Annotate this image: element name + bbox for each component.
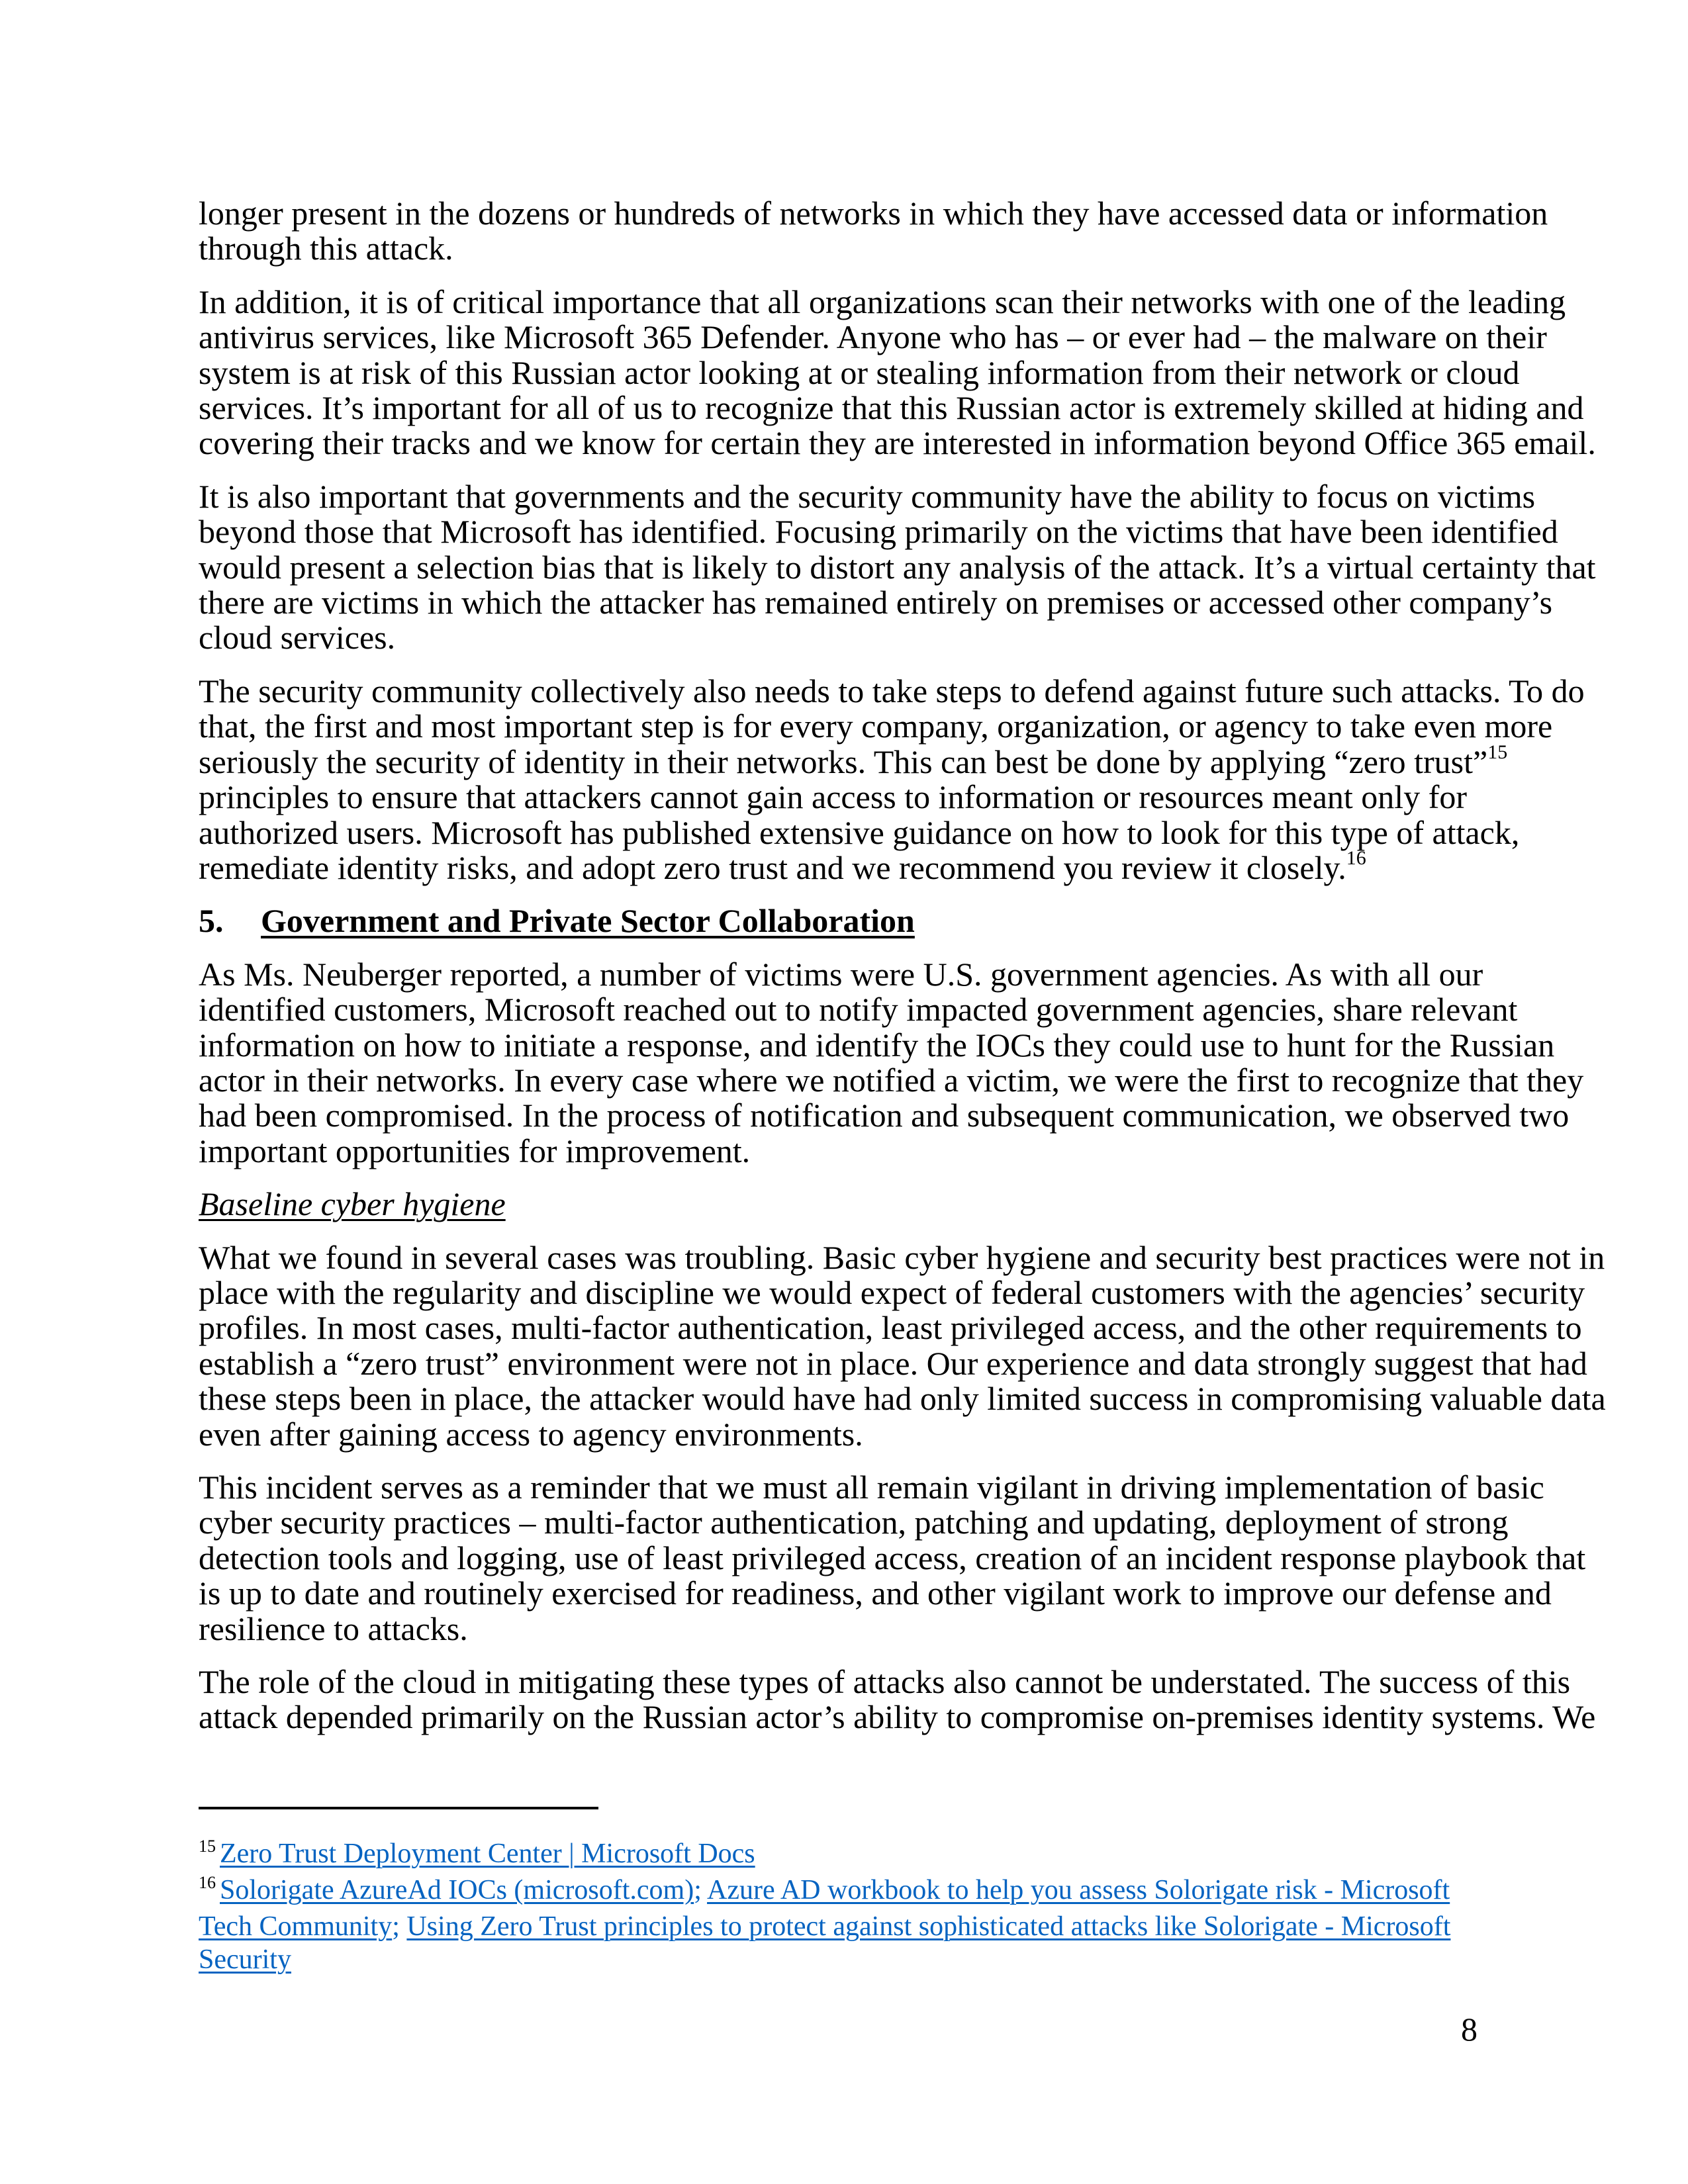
text-line: profiles. In most cases, multi-factor authentication, least privileged access, and the other requirements to: [199, 1309, 1582, 1347]
text-line: that, the first and most important step is for every company, organization, or agency to take even more: [199, 707, 1553, 745]
link-zero-trust-principles[interactable]: Using Zero Trust principles to protect against sophisticated attacks like Solorigate - Microsoft: [406, 1911, 1451, 1942]
text-line: establish a “zero trust” environment were not in place. Our experience and data strongly suggest that had: [199, 1344, 1587, 1382]
footnote-separator: [199, 1807, 598, 1809]
text-line: In addition, it is of critical importance that all organizations scan their networks with one of the leading: [199, 283, 1566, 320]
subheading-baseline-cyber-hygiene: Baseline cyber hygiene: [199, 1185, 506, 1223]
footnotes-section: [199, 1807, 1496, 1976]
section-heading: [199, 903, 1496, 938]
text-line: identified customers, Microsoft reached out to notify impacted government agencies, share relevant: [199, 991, 1518, 1028]
text-line: these steps been in place, the attacker would have had only limited success in compromising valuable data: [199, 1380, 1606, 1418]
text-line: As Ms. Neuberger reported, a number of victims were U.S. government agencies. As with all our: [199, 955, 1483, 993]
text-line: place with the regularity and discipline we would expect of federal customers with the agencies’ security: [199, 1273, 1585, 1311]
text-line: beyond those that Microsoft has identified. Focusing primarily on the victims that have been identified: [199, 513, 1558, 551]
text-line: through this attack.: [199, 230, 453, 267]
footnote-16: [199, 1874, 1496, 1976]
text-line: information on how to initiate a response, and identify the IOCs they could use to hunt for the Russian: [199, 1026, 1555, 1064]
text-line: even after gaining access to agency environments.: [199, 1415, 863, 1453]
text-line: What we found in several cases was troubling. Basic cyber hygiene and security best practices were not in: [199, 1238, 1605, 1276]
paragraph-government-victims: [199, 955, 1584, 1169]
link-azure-ad-workbook-cont[interactable]: Tech Community: [199, 1911, 393, 1942]
text-line: antivirus services, like Microsoft 365 Defender. Anyone who has – or ever had – the malware on their: [199, 318, 1547, 356]
paragraph-cloud-role: [199, 1663, 1596, 1736]
text-line: The role of the cloud in mitigating these types of attacks also cannot be understated. The success of this: [199, 1663, 1571, 1701]
text-line: attack depended primarily on the Russian actor’s ability to compromise on-premises identity systems. We: [199, 1698, 1596, 1736]
separator: ;: [392, 1911, 407, 1942]
footnote-ref-16[interactable]: 16: [1346, 847, 1366, 870]
footnote-ref-15[interactable]: 15: [1487, 741, 1508, 764]
link-zero-trust-deployment-center[interactable]: Zero Trust Deployment Center | Microsoft Docs: [220, 1839, 755, 1869]
document-page: [199, 195, 1606, 1753]
section-number: 5.: [199, 902, 224, 940]
paragraph-zero-trust: [199, 672, 1585, 886]
paragraph-antivirus: [199, 283, 1596, 462]
text-line: there are victims in which the attacker has remained entirely on premises or accessed other company’s: [199, 584, 1553, 621]
text-line: important opportunities for improvement.: [199, 1132, 751, 1169]
text-line: longer present in the dozens or hundreds of networks in which they have accessed data or information: [199, 195, 1548, 232]
text-segment: remediate identity risks, and adopt zero trust and we recommend you review it closely.: [199, 848, 1346, 886]
section-title: Government and Private Sector Collaboration: [261, 902, 915, 940]
link-solorigate-azuread-iocs[interactable]: Solorigate AzureAd IOCs (microsoft.com): [220, 1875, 694, 1905]
footnote-line: [199, 1943, 1496, 1976]
text-line: resilience to attacks.: [199, 1610, 468, 1647]
text-line: detection tools and logging, use of least privileged access, creation of an incident response playbook that: [199, 1539, 1586, 1576]
text-line: [199, 741, 1508, 780]
text-line: cloud services.: [199, 619, 396, 657]
paragraph-vigilance: [199, 1469, 1586, 1647]
text-line: [199, 847, 1496, 886]
text-line: had been compromised. In the process of notification and subsequent communication, we observed two: [199, 1097, 1570, 1134]
text-segment: seriously the security of identity in their networks. This can best be done by applying “zero trust”: [199, 743, 1488, 780]
link-zero-trust-principles-cont[interactable]: Security: [199, 1944, 291, 1975]
separator: ;: [694, 1875, 708, 1905]
footnote-number: 16: [199, 1873, 216, 1892]
footnote-15: [199, 1837, 1496, 1874]
footnote-line: [199, 1910, 1496, 1943]
footnote-line: [199, 1874, 1496, 1910]
text-line: would present a selection bias that is likely to distort any analysis of the attack. It’s a virtual certainty that: [199, 548, 1596, 586]
subheading-wrapper: [199, 1187, 1496, 1240]
text-line: system is at risk of this Russian actor looking at or stealing information from their network or cloud: [199, 353, 1520, 391]
text-line: covering their tracks and we know for certain they are interested in information beyond Office 365 email.: [199, 424, 1596, 462]
paragraph-victims-focus: [199, 477, 1596, 657]
page-number: 8: [1461, 2011, 1477, 2048]
paragraph-continuation: [199, 195, 1548, 267]
paragraph-troubling-findings: [199, 1238, 1606, 1453]
footnote-number: 15: [199, 1837, 216, 1856]
text-line: cyber security practices – multi-factor authentication, patching and updating, deployment of strong: [199, 1504, 1509, 1541]
text-line: is up to date and routinely exercised for readiness, and other vigilant work to improve our defense and: [199, 1574, 1552, 1612]
footnote-line: [199, 1837, 1496, 1874]
text-line: It is also important that governments and the security community have the ability to focus on victims: [199, 477, 1536, 515]
text-line: authorized users. Microsoft has published extensive guidance on how to look for this type of attack,: [199, 813, 1520, 851]
text-line: principles to ensure that attackers cannot gain access to information or resources meant only for: [199, 778, 1467, 816]
text-line: This incident serves as a reminder that we must all remain vigilant in driving implementation of basic: [199, 1469, 1544, 1506]
link-azure-ad-workbook[interactable]: Azure AD workbook to help you assess Solorigate risk - Microsoft: [707, 1875, 1450, 1905]
text-line: The security community collectively also needs to take steps to defend against future such attacks. To do: [199, 672, 1585, 709]
text-line: services. It’s important for all of us to recognize that this Russian actor is extremely skilled at hiding and: [199, 389, 1584, 427]
text-line: actor in their networks. In every case where we notified a victim, we were the first to recognize that they: [199, 1061, 1584, 1099]
